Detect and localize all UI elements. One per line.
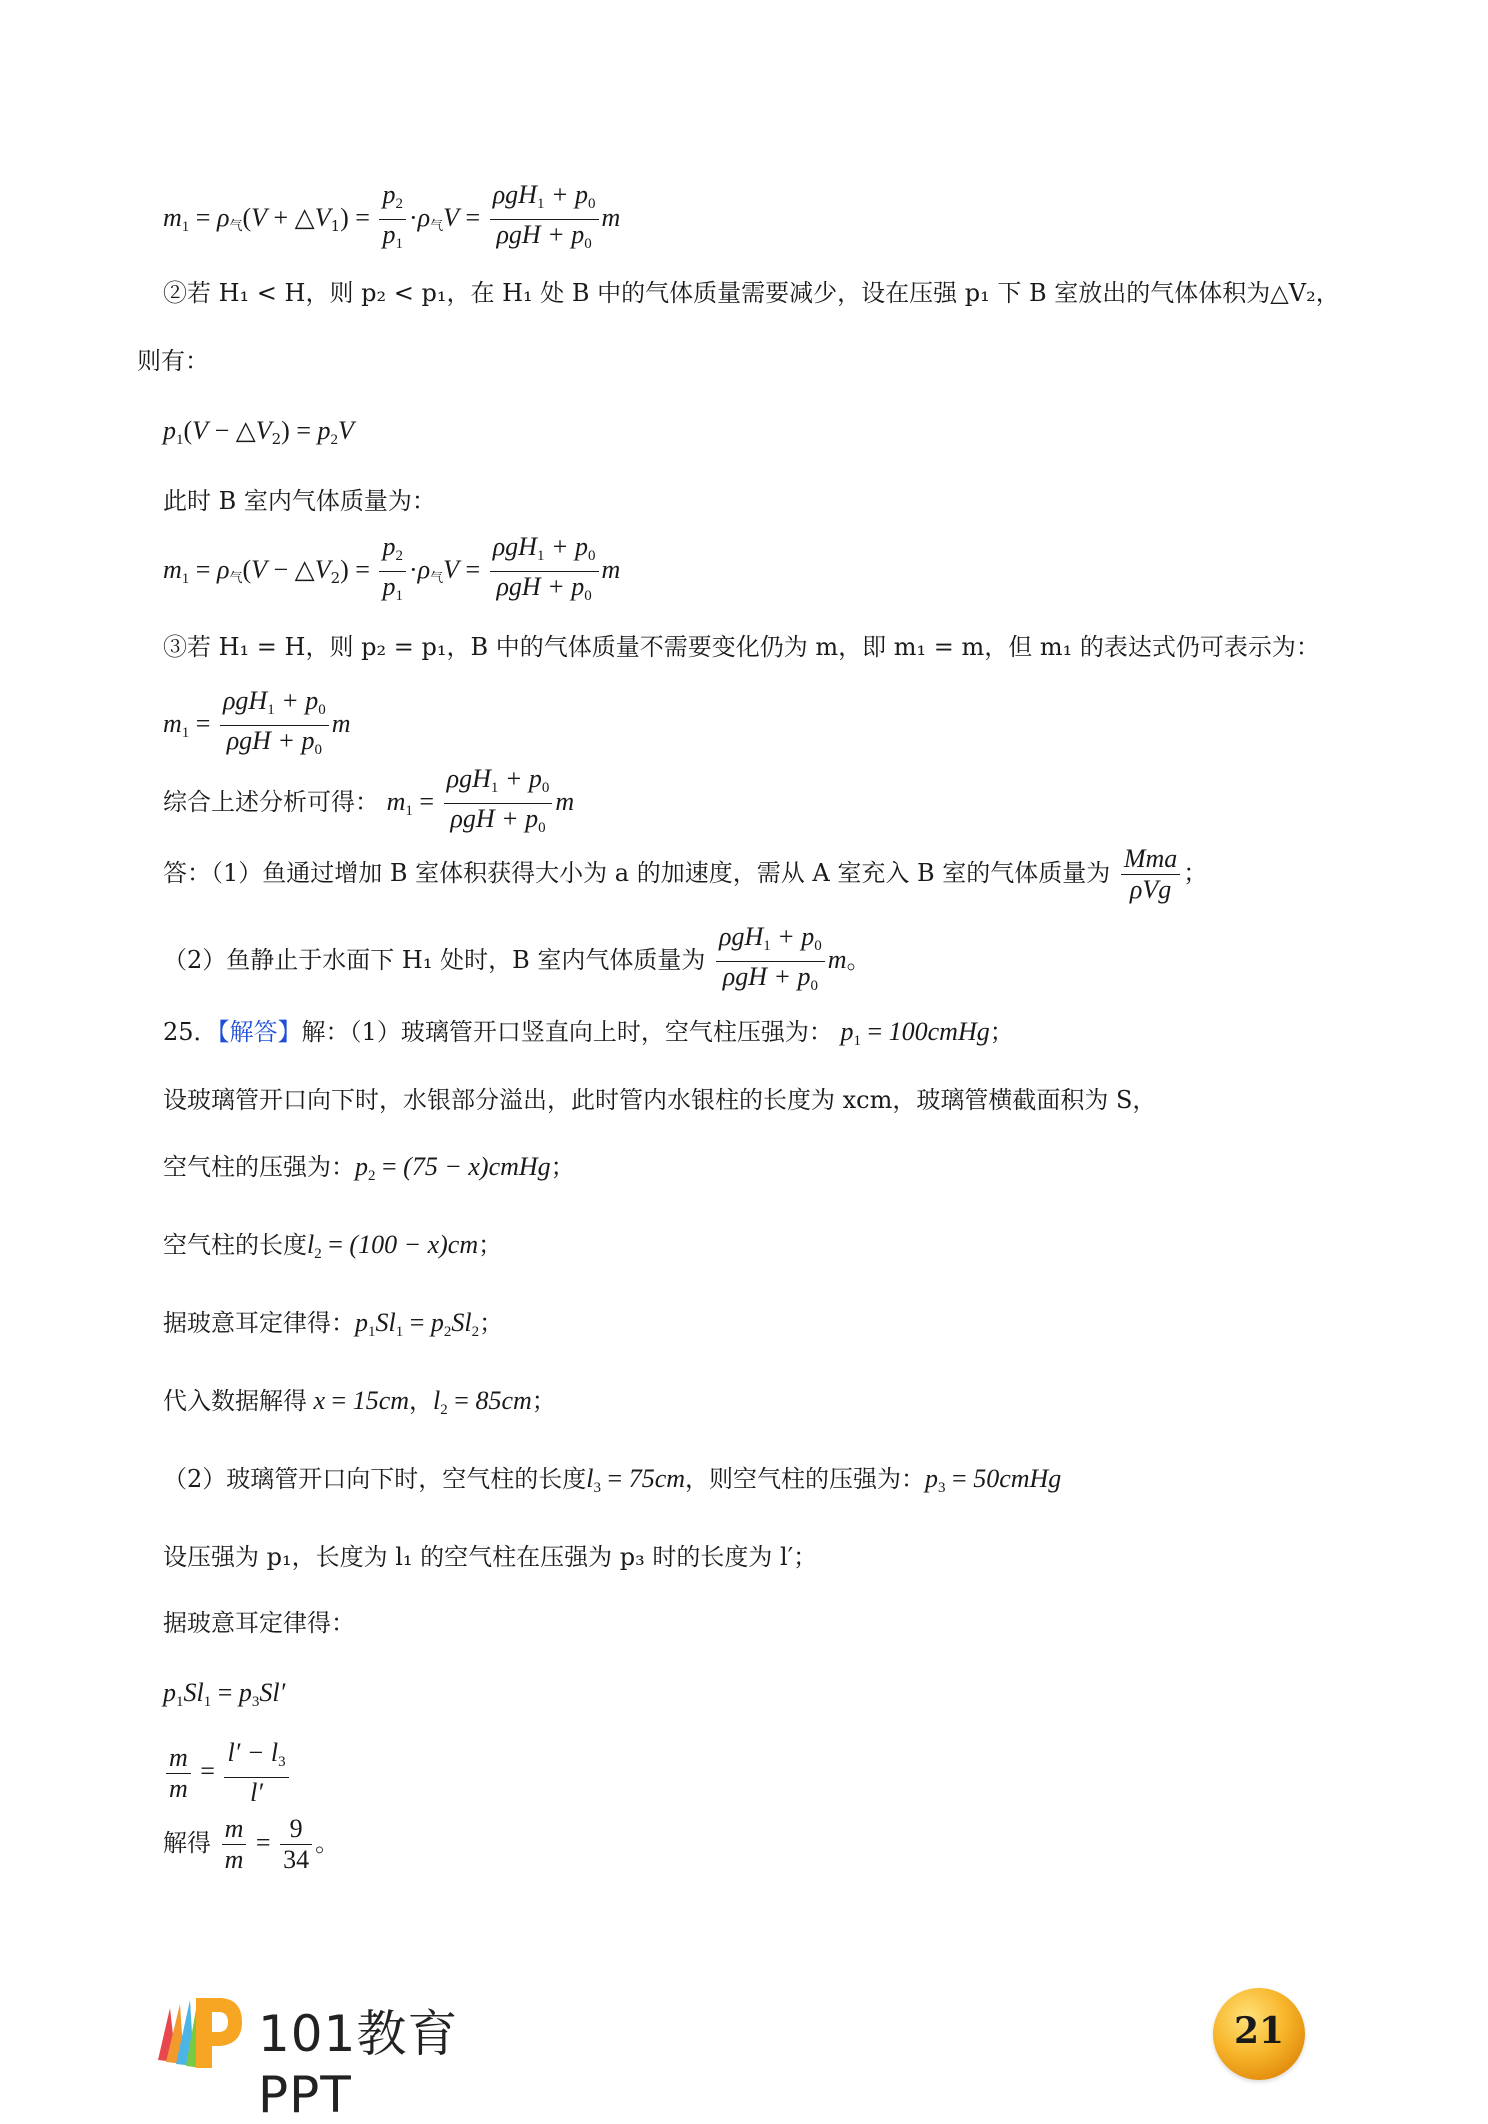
brand-logo — [150, 1990, 530, 2124]
case2-text: ②若 H₁ < H，则 p₂ < p₁，在 H₁ 处 B 中的气体质量需要减少，设在压强 p₁ 下 B 室放出的气体体积为△V₂， — [163, 279, 1340, 307]
q25-line9: 据玻意耳定律得： — [163, 1609, 355, 1637]
then-have-text: 则有： — [137, 347, 209, 375]
formula-m1-case3: $m_1$ = $\frac{\rho gH_1 + p_0}{\rho gH + p_0}$ m — [163, 686, 351, 758]
q25-line7: （2）玻璃管开口向下时，空气柱的长度$l_3 = 75cm$，则空气柱的压强为：$p_3$ = 50cmHg — [163, 1464, 1062, 1496]
formula-boyle-case2: $p_1(V$ − $\triangle V_2) = p_2V$ — [163, 416, 354, 448]
answer-tag: 【解答】 — [217, 1018, 302, 1046]
answer-1: 答：（1）鱼通过增加 B 室体积获得大小为 a 的加速度，需从 A 室充入 B 室的气体质量为 $\frac{\text{Mma}}{\text{ρVg}}$ ； — [163, 844, 1208, 904]
formula-m1-case1: $m_1 = \rho$气$(V + \triangle V_1)$ = $\frac{p_2}{p_1}$ ·ρ气V = $\frac{\rho gH_1 + p_0}{\rho gH + p_0}$ m — [163, 180, 621, 252]
summary-line: 综合上述分析可得： $m_1$ = $\frac{\rho gH_1 + p_0}{\rho gH + p_0}$ m — [163, 764, 575, 836]
q25-line3: 空气柱的压强为：$p_2 = (75$ − x)cmHg； — [163, 1152, 575, 1184]
q25-line8: 设压强为 p₁，长度为 l₁ 的空气柱在压强为 p₃ 时的长度为 l′； — [163, 1543, 818, 1571]
brand-p-icon — [150, 1990, 250, 2074]
formula-m1-case2: $m_1 = \rho$气$(V - \triangle V_2)$ = $\frac{p_2}{p_1}$ ·ρ气V = $\frac{\rho gH_1 + p_0}{\rho gH + p_0}$ m — [163, 532, 621, 604]
case3-text: ③若 H₁ = H，则 p₂ = p₁，B 中的气体质量不需要变化仍为 m，即 m₁ = m，但 m₁ 的表达式仍可表示为： — [163, 633, 1320, 661]
at-this-time-text: 此时 B 室内气体质量为： — [163, 487, 436, 515]
formula-ratio: $\frac{m}{m}$ = $\frac{l' - l_3}{l'}$ — [163, 1738, 292, 1808]
page-number-badge — [1213, 1988, 1305, 2080]
result-line: 解得 $\frac{m}{m}$ = $\frac{9}{34}$ 。 — [163, 1814, 340, 1874]
q25-line4: 空气柱的长度$l_2 = (100 - x)cm$； — [163, 1230, 503, 1262]
question-number: 25． — [163, 1018, 218, 1046]
q25-line2: 设玻璃管开口向下时，水银部分溢出，此时管内水银柱的长度为 xcm，玻璃管横截面积为 S， — [163, 1086, 1157, 1114]
brand-name: 101教育PPT — [258, 2005, 459, 2124]
formula-boyle-2: $p_1Sl_1 = p_3Sl'$ — [163, 1678, 286, 1710]
answer-2: （2）鱼静止于水面下 H₁ 处时，B 室内气体质量为 $\frac{\rho gH_1 + p_0}{\rho gH + p_0}$ m。 — [163, 922, 871, 994]
q25-line5: 据玻意耳定律得：$p_1Sl_1 = p_2Sl_2$； — [163, 1308, 504, 1340]
q25-line1: 25．【解答】解：（1）玻璃管开口竖直向上时，空气柱压强为： $p_1$ = 100cmHg； — [163, 1017, 1014, 1049]
page-number: 21 — [1233, 2010, 1285, 2052]
q25-line6: 代入数据解得 x = 15cm，$l_2 = 85cm$； — [163, 1386, 556, 1418]
